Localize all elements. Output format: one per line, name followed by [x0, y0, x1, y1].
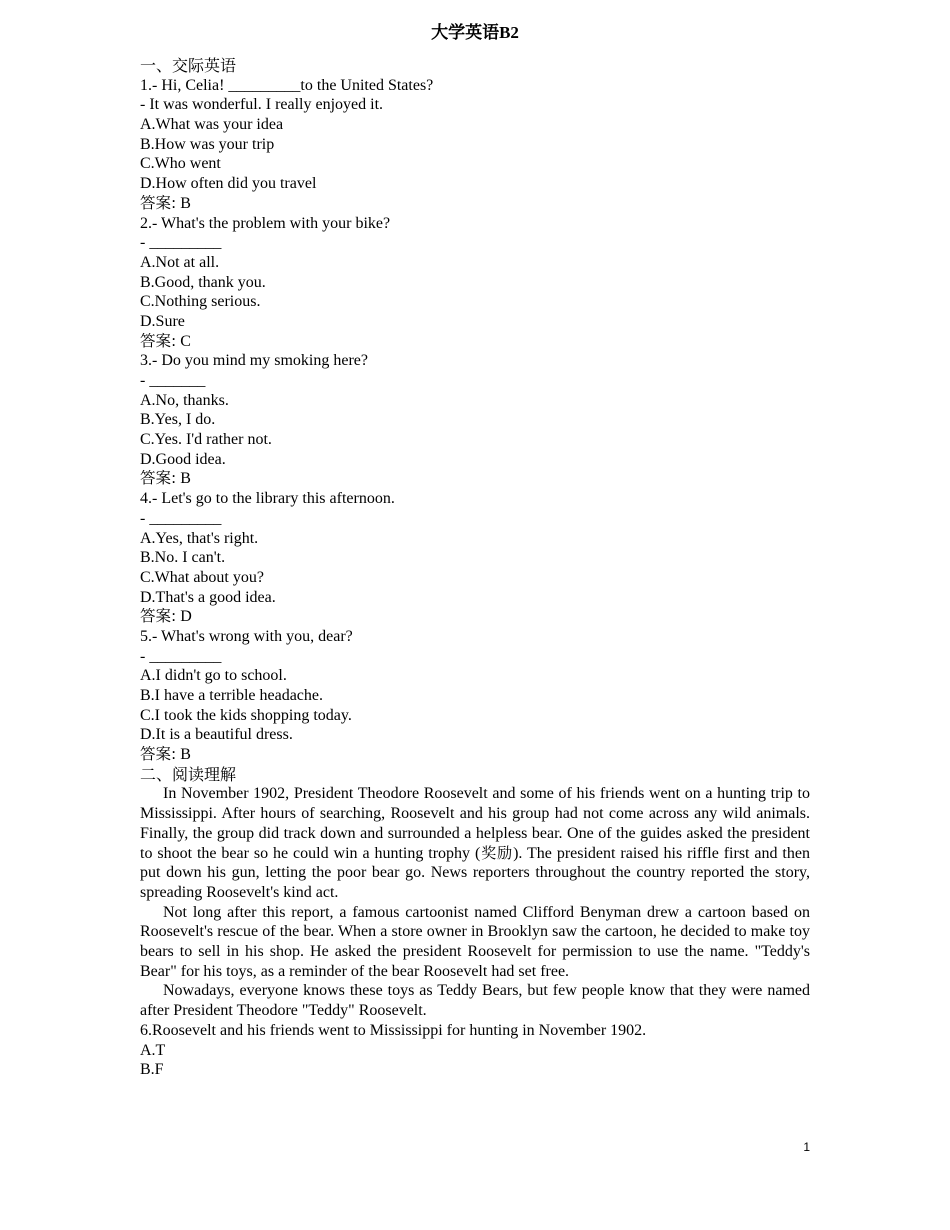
question-block-6 [140, 1021, 810, 1080]
reading-paragraph-3: Nowadays, everyone knows these toys as Teddy Bears, but few people know that they were named after President Theodore "Teddy" Roosevelt. [140, 982, 810, 1020]
question-block-1 [140, 76, 810, 214]
answer-label: 答案: [140, 193, 177, 212]
option-c: C.Nothing serious. [140, 293, 261, 311]
question-prompt: 6.Roosevelt and his friends went to Mississippi for hunting in November 1902. [140, 1021, 647, 1039]
answer-line [140, 469, 810, 489]
section-heading-communication: 一、交际英语 [140, 56, 237, 75]
option-d: D.How often did you travel [140, 175, 317, 193]
option-d: D.Good idea. [140, 450, 226, 468]
paragraph-1-text-a: In November 1902, President Theodore Roosevelt and some of his friends went on a hunting trip to Mississippi. After hours of searching, Roosevelt and his group had not come across any wild animals. Finally, the group did track down and surrounded a helpless bear. One of the guides asked the president to shoot the bear so he could win a hunting trophy ( [140, 785, 810, 862]
question-block-4 [140, 489, 810, 627]
answer-value: B [180, 194, 191, 212]
question-prompt: 2.- What's the problem with your bike? [140, 214, 391, 232]
option-c: C.Who went [140, 155, 221, 173]
paragraph-1-cjk-gloss: 奖励 [480, 843, 514, 862]
answer-line [140, 607, 810, 627]
answer-line [140, 332, 810, 352]
answer-label: 答案: [140, 331, 177, 350]
answer-value: D [180, 608, 192, 626]
reading-paragraph-1 [140, 784, 810, 902]
answer-label: 答案: [140, 745, 177, 764]
page-title: 大学英语B2 [431, 23, 519, 42]
option-c: C.I took the kids shopping today. [140, 706, 352, 724]
question-reply: - _________ [140, 647, 222, 665]
option-c: C.Yes. I'd rather not. [140, 431, 272, 449]
option-b: B.No. I can't. [140, 549, 226, 567]
option-b: B.Good, thank you. [140, 273, 266, 291]
answer-value: C [180, 332, 191, 350]
document-body [140, 56, 810, 1080]
answer-value: B [180, 746, 191, 764]
question-prompt: 1.- Hi, Celia! _________to the United States? [140, 76, 434, 94]
question-prompt: 3.- Do you mind my smoking here? [140, 352, 368, 370]
answer-value: B [180, 470, 191, 488]
question-reply: - _________ [140, 234, 222, 252]
option-d: D.Sure [140, 312, 185, 330]
question-reply: - _________ [140, 509, 222, 527]
question-block-5 [140, 627, 810, 765]
question-reply: - It was wonderful. I really enjoyed it. [140, 96, 384, 114]
page-number: 1 [803, 1140, 810, 1154]
option-d: D.It is a beautiful dress. [140, 726, 293, 744]
question-reply: - _______ [140, 372, 206, 389]
option-d: D.That's a good idea. [140, 588, 276, 606]
option-a: A.No, thanks. [140, 391, 229, 409]
option-b: B.Yes, I do. [140, 411, 216, 429]
option-b: B.How was your trip [140, 135, 275, 153]
question-block-3 [140, 351, 810, 489]
answer-label: 答案: [140, 607, 177, 626]
question-block-2 [140, 214, 810, 352]
answer-line [140, 745, 810, 765]
option-a: A.Not at all. [140, 253, 220, 271]
answer-label: 答案: [140, 469, 177, 488]
question-prompt: 5.- What's wrong with you, dear? [140, 627, 353, 645]
option-b: B.I have a terrible headache. [140, 687, 324, 704]
reading-paragraph-2: Not long after this report, a famous cartoonist named Clifford Benyman drew a cartoon based on Roosevelt's rescue of the bear. When a store owner in Brooklyn saw the cartoon, he decided to make toy bears to sell in his shop. He asked the president Roosevelt for permission to use the name. "Teddy's Bear" for his toys, as a reminder of the bear Roosevelt had set free. [140, 903, 810, 980]
answer-line [140, 194, 810, 214]
option-a: A.What was your idea [140, 116, 284, 134]
section-heading-reading: 二、阅读理解 [140, 764, 237, 784]
option-c: C.What about you? [140, 568, 264, 586]
option-a: A.Yes, that's right. [140, 529, 259, 547]
question-prompt: 4.- Let's go to the library this afternoon. [140, 490, 395, 508]
option-a: A.T [140, 1041, 166, 1059]
option-a: A.I didn't go to school. [140, 667, 287, 685]
paragraph-1-text-b: ). The president raised his riffle first and then put down his gun, letting the poor bear go. News reporters throughout the country reported the story, spreading Roosevelt's kind act. [140, 844, 810, 901]
option-b: B.F [140, 1061, 164, 1079]
